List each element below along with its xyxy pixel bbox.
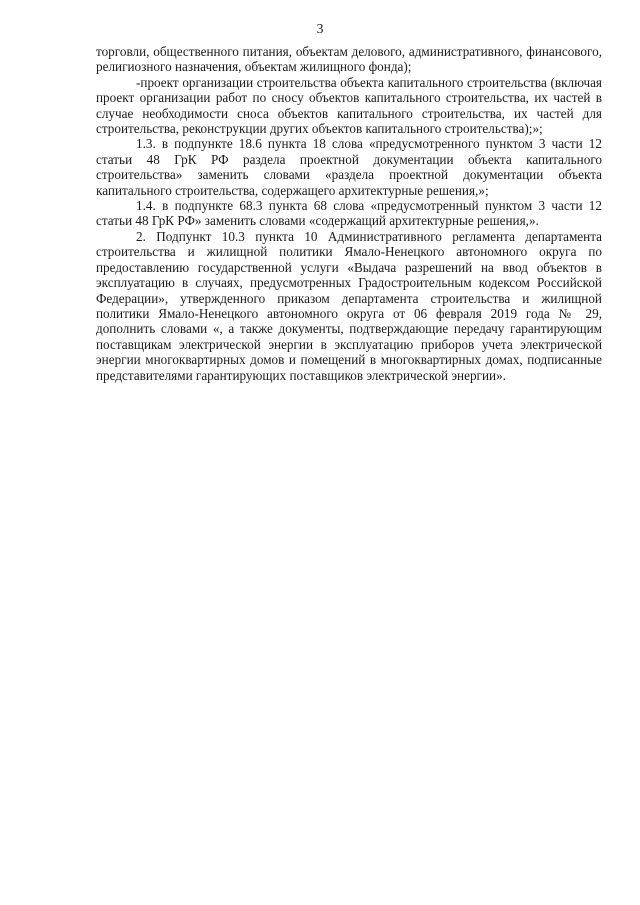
paragraph-clause-1-3: 1.3. в подпункте 18.6 пункта 18 слова «предусмотренного пунктом 3 части 12 статьи 48 ГрК РФ раздела проектной документации объекта капитального строительства» заменить словами «раздела проектной документации объекта капитального строительства, содержащего архитектурные решения,»; xyxy=(96,136,602,198)
paragraph-clause-2: 2. Подпункт 10.3 пункта 10 Административного регламента департамента строительства и жилищной политики Ямало-Ненецкого автономного округа по предоставлению государственной услуги «Выдача разрешений на ввод объектов в эксплуатацию в случаях, предусмотренных Градостроительным кодексом Российской Федерации», утвержденного приказом департамента строительства и жилищной политики Ямало-Ненецкого автономного округа от 06 февраля 2019 года № 29, дополнить словами «, а также документы, подтверждающие передачу гарантирующим поставщикам электрической энергии в эксплуатацию приборов учета электрической энергии многоквартирных домов и помещений в многоквартирных домах, подписанные представителями гарантирующих поставщиков электрической энергии». xyxy=(96,228,602,383)
paragraph-construction-project: -проект организации строительства объекта капитального строительства (включая проект организации работ по сносу объектов капитального строительства, их частей в случае необходимости сноса объектов капитального строительства, их частей для строительства, реконструкции других объектов капитального строительства);»; xyxy=(96,74,602,137)
paragraph-clause-1-4: 1.4. в подпункте 68.3 пункта 68 слова «предусмотренный пунктом 3 части 12 статьи 48 ГрК РФ» заменить словами «содержащий архитектурные решения,». xyxy=(96,198,602,229)
paragraph-continuation: торговли, общественного питания, объектам делового, административного, финансового, религиозного назначения, объектам жилищного фонда); xyxy=(96,44,602,75)
page-number: 3 xyxy=(316,22,324,37)
document-body xyxy=(96,44,602,383)
